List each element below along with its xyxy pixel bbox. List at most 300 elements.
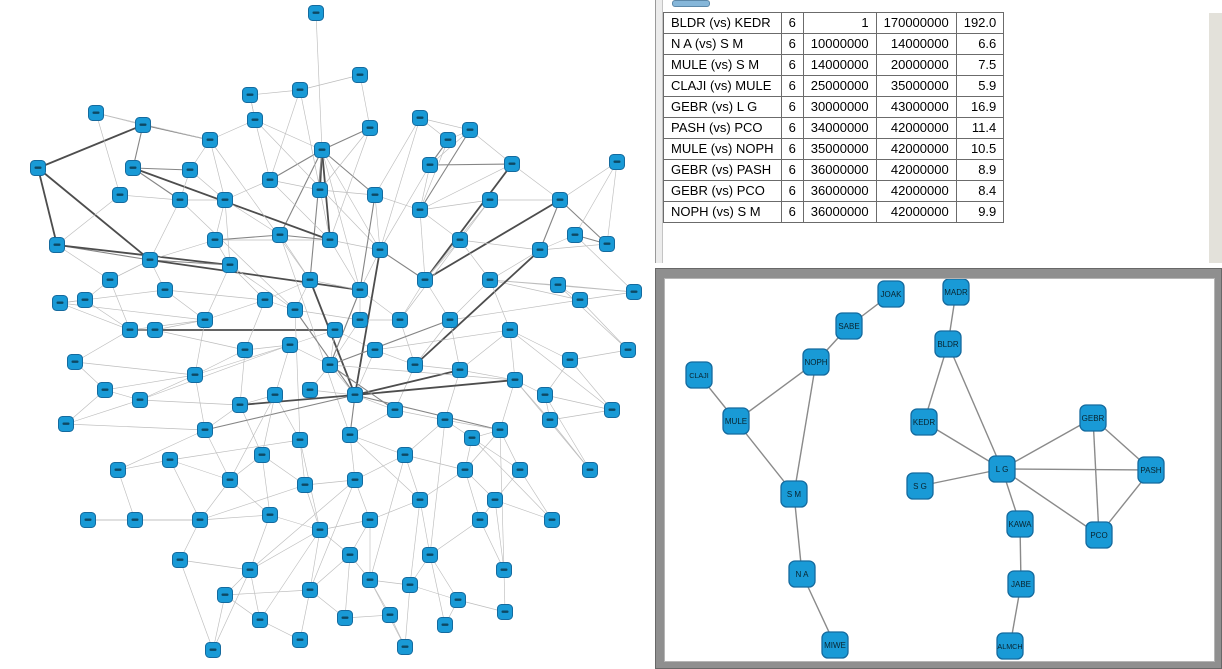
table-row[interactable] — [664, 33, 1004, 54]
table-cell[interactable]: 42000000 — [876, 201, 956, 222]
subnetwork-node-label: N A — [795, 570, 809, 579]
network-edge — [580, 300, 628, 350]
network-edge — [430, 555, 445, 625]
node-label-smudge — [417, 209, 424, 211]
node-label-smudge — [572, 234, 579, 236]
subnetwork-node-label: BLDR — [937, 340, 959, 349]
node-label-smudge — [317, 189, 324, 191]
table-cell[interactable]: BLDR (vs) KEDR — [664, 12, 782, 33]
network-edge — [96, 113, 210, 140]
network-edge — [330, 128, 370, 240]
table-cell[interactable]: 14000000 — [876, 33, 956, 54]
node-label-smudge — [292, 309, 299, 311]
node-label-smudge — [402, 646, 409, 648]
network-edge — [445, 420, 500, 430]
table-cell[interactable]: 1 — [803, 12, 876, 33]
network-edge — [380, 118, 420, 250]
node-label-smudge — [377, 249, 384, 251]
table-cell[interactable]: N A (vs) S M — [664, 33, 782, 54]
network-edge — [300, 75, 360, 90]
node-label-smudge — [417, 499, 424, 501]
subnetwork-panel — [655, 268, 1222, 669]
network-edge — [213, 595, 225, 650]
network-edge — [355, 370, 460, 395]
node-label-smudge — [85, 519, 92, 521]
attribute-table[interactable] — [663, 12, 1004, 223]
node-label-smudge — [445, 139, 452, 141]
network-edge — [75, 330, 130, 362]
subnetwork-node-joak[interactable] — [878, 281, 904, 307]
node-label-smudge — [313, 12, 320, 14]
node-label-smudge — [462, 469, 469, 471]
node-label-smudge — [487, 199, 494, 201]
node-label-smudge — [477, 519, 484, 521]
node-label-smudge — [407, 584, 414, 586]
node-label-smudge — [397, 319, 404, 321]
subnetwork-node-madr[interactable] — [943, 279, 969, 305]
node-label-smudge — [317, 529, 324, 531]
subnetwork-node-kedr[interactable] — [911, 409, 937, 435]
node-label-smudge — [367, 519, 374, 521]
node-label-smudge — [277, 234, 284, 236]
node-label-smudge — [352, 394, 359, 396]
subnetwork-edge[interactable] — [1093, 418, 1099, 535]
node-label-smudge — [614, 161, 621, 163]
node-label-smudge — [259, 454, 266, 456]
network-edge — [430, 420, 445, 555]
node-label-smudge — [222, 594, 229, 596]
network-edge — [150, 260, 360, 290]
subnetwork-node-label: CLAJI — [689, 371, 709, 380]
subnetwork-edge[interactable] — [794, 362, 816, 494]
node-label-smudge — [132, 519, 139, 521]
subnetwork-node-label: KEDR — [912, 418, 936, 427]
subnetwork-node-label: NOPH — [804, 358, 828, 367]
network-edge — [330, 320, 450, 365]
node-label-smudge — [202, 319, 209, 321]
table-panel-right-strip — [1209, 13, 1222, 263]
table-cell[interactable]: PASH (vs) PCO — [664, 117, 782, 138]
node-label-smudge — [442, 419, 449, 421]
node-label-smudge — [297, 89, 304, 91]
node-label-smudge — [107, 279, 114, 281]
table-cell[interactable]: 6 — [781, 180, 803, 201]
node-label-smudge — [197, 519, 204, 521]
network-edge — [60, 290, 165, 303]
node-label-smudge — [162, 289, 169, 291]
network-edge — [130, 320, 205, 330]
node-label-smudge — [455, 599, 462, 601]
node-label-smudge — [357, 319, 364, 321]
table-cell[interactable]: 8.9 — [956, 159, 1004, 180]
subnetwork-node-miwe[interactable] — [822, 632, 848, 658]
network-edge — [225, 200, 230, 265]
network-edge — [195, 320, 205, 375]
node-label-smudge — [137, 399, 144, 401]
table-cell[interactable]: 35000000 — [803, 138, 876, 159]
network-edge — [205, 265, 230, 320]
node-label-smudge — [347, 434, 354, 436]
table-cell[interactable]: 6.6 — [956, 33, 1004, 54]
node-label-smudge — [542, 394, 549, 396]
table-panel-left-strip — [655, 0, 663, 263]
table-cell[interactable]: 14000000 — [803, 54, 876, 75]
table-cell[interactable]: 16.9 — [956, 96, 1004, 117]
network-edge — [57, 195, 120, 245]
node-label-smudge — [549, 519, 556, 521]
node-label-smudge — [93, 112, 100, 114]
subnetwork-node-gebr[interactable] — [1080, 405, 1106, 431]
node-label-smudge — [297, 639, 304, 641]
table-cell[interactable]: 6 — [781, 33, 803, 54]
node-label-smudge — [302, 484, 309, 486]
network-edge — [405, 585, 410, 647]
node-label-smudge — [327, 239, 334, 241]
table-cell[interactable]: 8.4 — [956, 180, 1004, 201]
node-label-smudge — [242, 349, 249, 351]
subnetwork-node-label: JOAK — [880, 290, 902, 299]
node-label-smudge — [287, 344, 294, 346]
network-edge — [405, 455, 465, 470]
node-label-smudge — [332, 329, 339, 331]
node-label-smudge — [147, 259, 154, 261]
network-edge — [375, 195, 380, 250]
network-edge — [200, 515, 270, 520]
table-cell[interactable]: 6 — [781, 54, 803, 75]
node-label-smudge — [427, 164, 434, 166]
subnetwork-node-pash[interactable] — [1138, 457, 1164, 483]
subnetwork-edge[interactable] — [1002, 469, 1151, 470]
table-cell[interactable]: 9.9 — [956, 201, 1004, 222]
node-label-smudge — [469, 437, 476, 439]
network-edge — [140, 400, 240, 405]
network-edge — [38, 168, 57, 245]
network-edge — [510, 330, 570, 360]
subnetwork-node-label: MULE — [724, 417, 748, 426]
node-label-smudge — [547, 419, 554, 421]
node-label-smudge — [307, 389, 314, 391]
node-label-smudge — [357, 289, 364, 291]
network-edge — [472, 438, 552, 520]
node-label-smudge — [509, 163, 516, 165]
network-edge — [140, 375, 195, 400]
table-cell[interactable]: 42000000 — [876, 180, 956, 201]
network-edge — [150, 200, 180, 260]
network-edge — [105, 375, 195, 390]
node-label-smudge — [367, 127, 374, 129]
network-edge — [420, 500, 430, 555]
node-label-smudge — [212, 239, 219, 241]
network-edge — [495, 500, 504, 570]
network-edge — [570, 360, 612, 410]
network-edge — [96, 113, 120, 195]
node-label-smudge — [152, 329, 159, 331]
table-row[interactable] — [664, 159, 1004, 180]
table-cell[interactable]: 43000000 — [876, 96, 956, 117]
subnetwork-node-label: MADR — [944, 288, 968, 297]
table-cell[interactable]: 42000000 — [876, 138, 956, 159]
node-label-smudge — [517, 469, 524, 471]
node-label-smudge — [447, 319, 454, 321]
network-edge — [550, 410, 612, 420]
subnetwork-view[interactable] — [665, 279, 1214, 661]
table-cell[interactable]: GEBR (vs) L G — [664, 96, 782, 117]
subnetwork-node-label: KAWA — [1008, 520, 1032, 529]
node-label-smudge — [417, 117, 424, 119]
node-label-smudge — [442, 624, 449, 626]
node-label-smudge — [130, 167, 137, 169]
node-label-smudge — [347, 554, 354, 556]
node-label-smudge — [222, 199, 229, 201]
network-edge — [570, 350, 628, 360]
network-edge — [540, 244, 607, 250]
node-label-smudge — [501, 569, 508, 571]
network-edge — [260, 530, 320, 620]
node-label-smudge — [272, 394, 279, 396]
node-label-smudge — [82, 299, 89, 301]
node-label-smudge — [412, 364, 419, 366]
table-cell[interactable]: 6 — [781, 96, 803, 117]
node-label-smudge — [307, 589, 314, 591]
node-label-smudge — [402, 454, 409, 456]
node-label-smudge — [247, 569, 254, 571]
network-edge — [450, 300, 580, 320]
table-cell[interactable]: 170000000 — [876, 12, 956, 33]
network-edge — [213, 570, 250, 650]
node-label-smudge — [257, 619, 264, 621]
node-label-smudge — [467, 129, 474, 131]
node-label-smudge — [422, 279, 429, 281]
node-label-smudge — [262, 299, 269, 301]
table-cell[interactable]: GEBR (vs) PASH — [664, 159, 782, 180]
network-edge — [460, 240, 540, 250]
node-label-smudge — [387, 614, 394, 616]
table-cell[interactable]: 42000000 — [876, 159, 956, 180]
table-cell[interactable]: NOPH (vs) S M — [664, 201, 782, 222]
network-edge — [316, 13, 322, 150]
subnetwork-node-almch[interactable] — [997, 633, 1023, 659]
node-label-smudge — [497, 429, 504, 431]
network-edge — [120, 195, 180, 200]
subnetwork-node-n-a[interactable] — [789, 561, 815, 587]
network-edge — [255, 120, 270, 180]
network-edge — [250, 530, 320, 570]
network-edge — [66, 400, 140, 424]
table-row[interactable] — [664, 12, 1004, 33]
node-label-smudge — [167, 459, 174, 461]
network-edge — [180, 560, 213, 650]
network-edge — [200, 485, 305, 520]
network-edge — [375, 118, 420, 195]
node-label-smudge — [352, 479, 359, 481]
network-edge — [75, 362, 195, 375]
node-label-smudge — [267, 514, 274, 516]
node-label-smudge — [342, 617, 349, 619]
table-cell[interactable]: 11.4 — [956, 117, 1004, 138]
subnetwork-node-claji[interactable] — [686, 362, 712, 388]
node-label-smudge — [187, 169, 194, 171]
subnetwork-edge[interactable] — [1002, 418, 1093, 469]
subnetwork-node-label: L G — [995, 465, 1009, 474]
table-cell[interactable]: 192.0 — [956, 12, 1004, 33]
table-cell[interactable]: 6 — [781, 138, 803, 159]
node-label-smudge — [427, 554, 434, 556]
table-cell[interactable]: 6 — [781, 117, 803, 138]
node-label-smudge — [202, 429, 209, 431]
subnetwork-node-label: PASH — [1140, 466, 1162, 475]
table-cell[interactable]: MULE (vs) S M — [664, 54, 782, 75]
network-edge — [225, 590, 310, 595]
node-label-smudge — [557, 199, 564, 201]
table-cell[interactable]: 6 — [781, 12, 803, 33]
network-edge — [425, 200, 560, 280]
subnetwork-node-sabe[interactable] — [836, 313, 862, 339]
subnetwork-node-label: JABE — [1010, 580, 1032, 589]
network-edge — [205, 300, 265, 320]
subnetwork-node-bldr[interactable] — [935, 331, 961, 357]
table-cell[interactable]: CLAJI (vs) MULE — [664, 75, 782, 96]
subnetwork-node-s-m[interactable] — [781, 481, 807, 507]
node-label-smudge — [140, 124, 147, 126]
network-edge — [460, 370, 515, 380]
table-row[interactable] — [664, 117, 1004, 138]
node-label-smudge — [587, 469, 594, 471]
table-cell[interactable]: MULE (vs) NOPH — [664, 138, 782, 159]
node-label-smudge — [35, 167, 42, 169]
subnetwork-node-jabe[interactable] — [1008, 571, 1034, 597]
node-label-smudge — [372, 194, 379, 196]
network-edge — [575, 162, 617, 235]
node-label-smudge — [57, 302, 64, 304]
network-edge — [495, 500, 552, 520]
node-label-smudge — [555, 284, 562, 286]
network-edge — [607, 162, 617, 244]
subnetwork-node-label: S G — [913, 482, 927, 491]
subnetwork-node-kawa[interactable] — [1007, 511, 1033, 537]
table-cell[interactable]: 5.9 — [956, 75, 1004, 96]
table-cell[interactable]: 7.5 — [956, 54, 1004, 75]
table-cell[interactable]: 25000000 — [803, 75, 876, 96]
node-label-smudge — [577, 299, 584, 301]
table-row[interactable] — [664, 96, 1004, 117]
node-label-smudge — [327, 364, 334, 366]
table-cell[interactable]: 6 — [781, 75, 803, 96]
subnetwork-node-noph[interactable] — [803, 349, 829, 375]
table-cell[interactable]: 36000000 — [803, 159, 876, 180]
network-edge — [560, 162, 617, 200]
node-label-smudge — [567, 359, 574, 361]
subnetwork-node-mule[interactable] — [723, 408, 749, 434]
network-edge — [133, 168, 190, 170]
network-edge — [170, 460, 230, 480]
network-edge — [170, 460, 200, 520]
network-edge — [210, 140, 225, 200]
network-edge — [66, 424, 205, 430]
network-edge — [345, 555, 350, 618]
network-edge — [295, 310, 355, 395]
table-panel-tab[interactable] — [672, 0, 710, 7]
table-row[interactable] — [664, 201, 1004, 222]
node-label-smudge — [63, 423, 70, 425]
node-label-smudge — [227, 479, 234, 481]
node-label-smudge — [492, 499, 499, 501]
table-cell[interactable]: 30000000 — [803, 96, 876, 117]
node-label-smudge — [54, 244, 61, 246]
network-edge — [225, 200, 280, 235]
table-cell[interactable]: 42000000 — [876, 117, 956, 138]
subnetwork-edge[interactable] — [948, 344, 1002, 469]
node-label-smudge — [177, 559, 184, 561]
table-cell[interactable]: 6 — [781, 201, 803, 222]
network-edge — [350, 435, 405, 455]
node-label-smudge — [210, 649, 217, 651]
subnetwork-node-s-g[interactable] — [907, 473, 933, 499]
node-label-smudge — [192, 374, 199, 376]
network-edge — [150, 240, 215, 260]
network-edge — [118, 430, 205, 470]
subnetwork-node-label: S M — [786, 490, 802, 499]
subnetwork-node-pco[interactable] — [1086, 522, 1112, 548]
node-label-smudge — [537, 249, 544, 251]
node-label-smudge — [357, 74, 364, 76]
table-cell[interactable]: 6 — [781, 159, 803, 180]
table-cell[interactable]: 20000000 — [876, 54, 956, 75]
node-label-smudge — [102, 389, 109, 391]
table-row[interactable] — [664, 75, 1004, 96]
node-label-smudge — [512, 379, 519, 381]
subnetwork-node-label: PCO — [1090, 531, 1108, 540]
node-label-smudge — [307, 279, 314, 281]
network-edge — [170, 440, 300, 460]
table-row[interactable] — [664, 138, 1004, 159]
table-row[interactable] — [664, 54, 1004, 75]
node-label-smudge — [227, 264, 234, 266]
subnetwork-canvas[interactable] — [664, 278, 1215, 662]
node-label-smudge — [252, 119, 259, 121]
subnetwork-node-label: SABE — [838, 322, 860, 331]
table-cell[interactable]: 10.5 — [956, 138, 1004, 159]
subnetwork-node-label: GEBR — [1081, 414, 1105, 423]
node-label-smudge — [457, 369, 464, 371]
table-cell[interactable]: GEBR (vs) PCO — [664, 180, 782, 201]
node-label-smudge — [115, 469, 122, 471]
subnetwork-node-l-g[interactable] — [989, 456, 1015, 482]
table-row[interactable] — [664, 180, 1004, 201]
network-edge — [510, 330, 612, 410]
node-label-smudge — [502, 611, 509, 613]
network-edge — [310, 530, 320, 590]
node-label-smudge — [117, 194, 124, 196]
node-label-smudge — [372, 349, 379, 351]
network-edge — [545, 395, 590, 470]
node-label-smudge — [609, 409, 616, 411]
table-cell[interactable]: 34000000 — [803, 117, 876, 138]
node-label-smudge — [237, 404, 244, 406]
network-edge — [430, 164, 512, 165]
table-cell[interactable]: 35000000 — [876, 75, 956, 96]
subnetwork-node-label: MIWE — [824, 641, 846, 650]
network-edge — [240, 350, 245, 405]
node-label-smudge — [367, 579, 374, 581]
table-cell[interactable]: 36000000 — [803, 201, 876, 222]
subnetwork-node-label: ALMCH — [997, 642, 1023, 651]
table-cell[interactable]: 10000000 — [803, 33, 876, 54]
network-edge — [355, 395, 500, 430]
table-cell[interactable]: 36000000 — [803, 180, 876, 201]
network-edge — [580, 292, 634, 300]
network-edge — [262, 395, 275, 455]
node-label-smudge — [392, 409, 399, 411]
